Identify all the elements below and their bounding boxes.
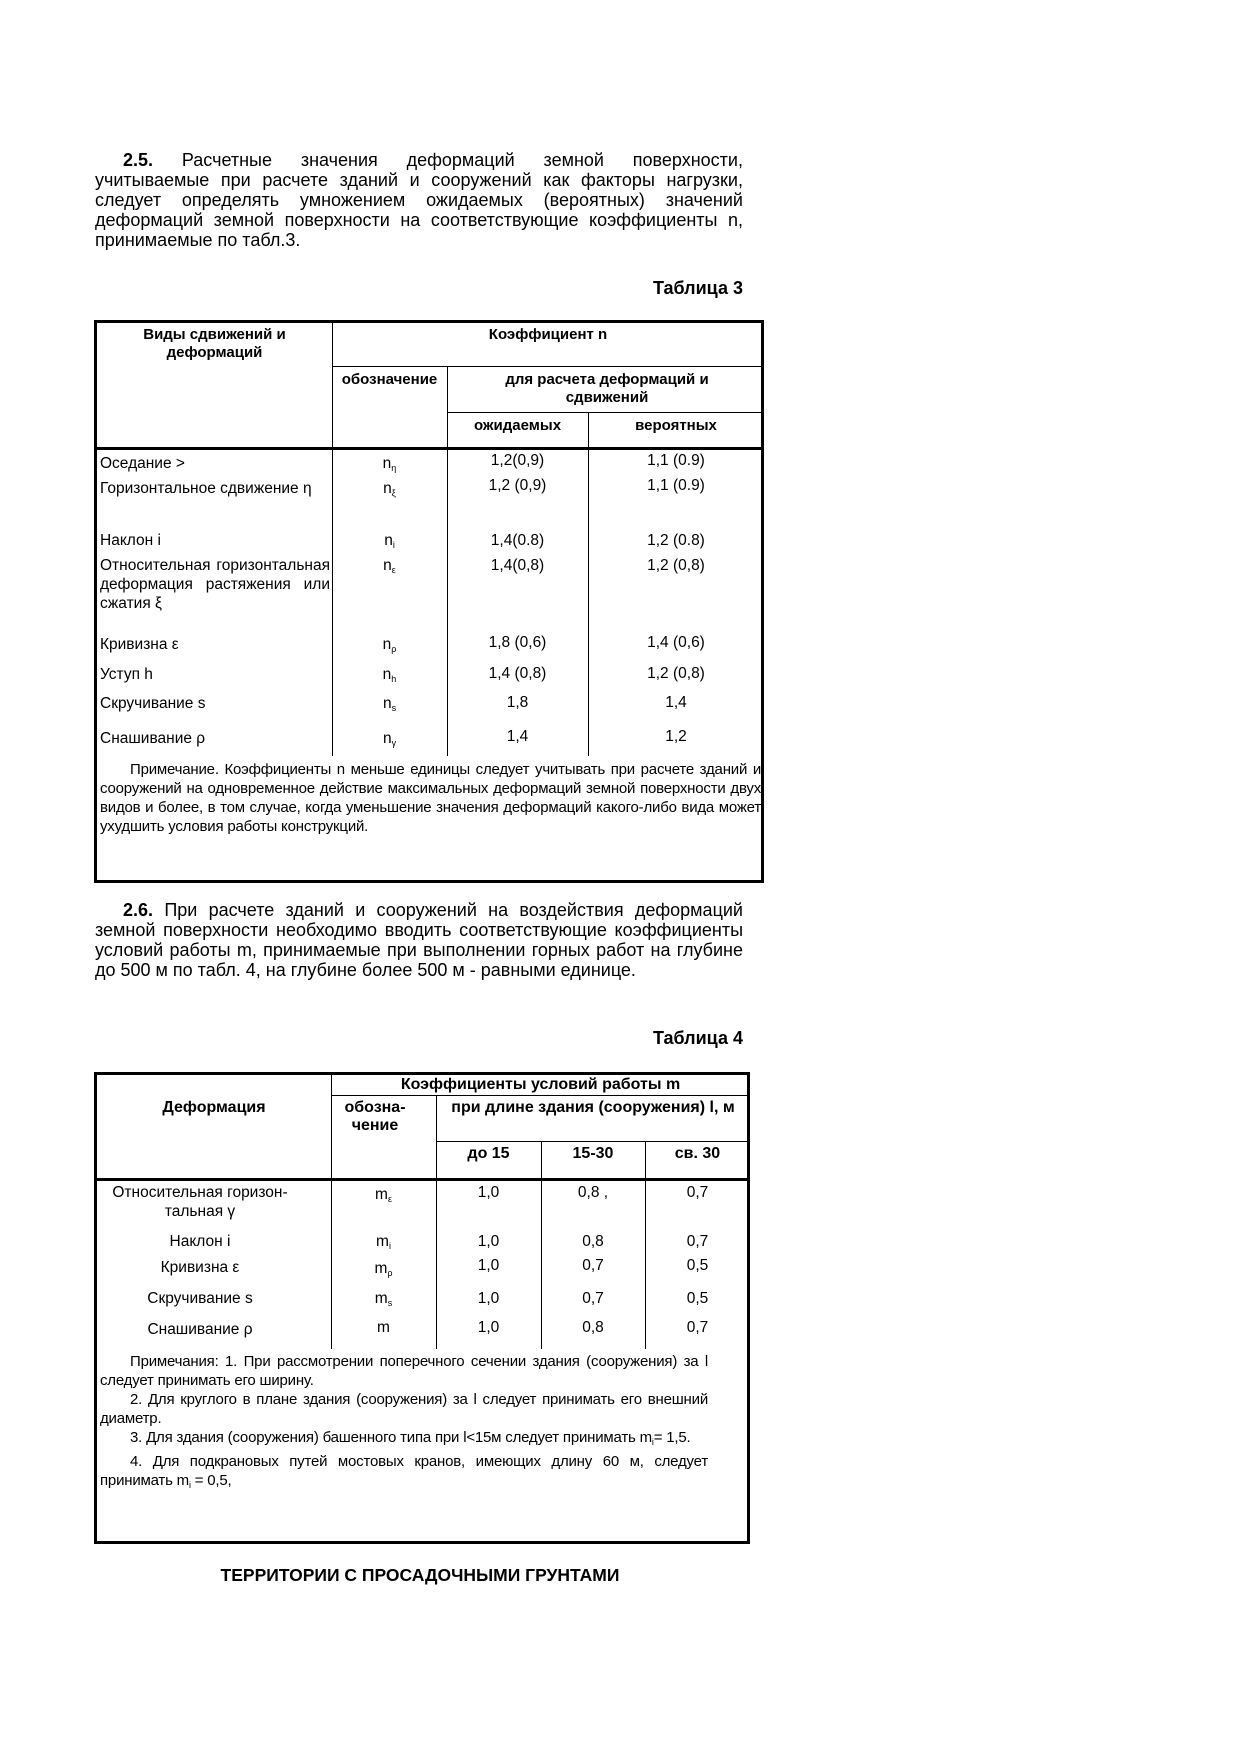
- header-over-30: св. 30: [674, 1145, 721, 1162]
- table-3: [94, 320, 764, 883]
- table-cell-up-to-15: 1,0: [477, 1290, 500, 1307]
- note-1: Примечания: 1. При рассмотрении поперечного сечении здания (сооружения) за l следует принимать его ширину.: [100, 1353, 708, 1389]
- header-up-to-15: до 15: [467, 1145, 510, 1162]
- table-row-symbol: $n_\eta$: [382, 455, 397, 473]
- table-row-label: Горизонтальное сдвижение η: [100, 480, 312, 497]
- table-row-label: Уступ h: [100, 666, 153, 683]
- table-row-label: Относительная горизон-тальная γ: [112, 1184, 288, 1220]
- table-cell-expected: 1,4 (0,8): [488, 665, 547, 682]
- table-cell-probable: 1,4 (0,6): [647, 634, 705, 651]
- table-cell-expected: 1,4(0.8): [490, 532, 545, 549]
- table-cell-15-30: 0,8: [582, 1233, 604, 1250]
- table-cell-probable: 1,1 (0.9): [647, 477, 705, 494]
- header-designation: обозна-чение: [344, 1099, 406, 1134]
- section-heading: ТЕРРИТОРИИ С ПРОСАДОЧНЫМИ ГРУНТАМИ: [220, 1565, 620, 1585]
- table-cell-up-to-15: 1,0: [477, 1257, 500, 1274]
- table-row-label: Оседание >: [100, 455, 185, 472]
- paragraph-2-6: [95, 900, 743, 980]
- table-row-symbol: $n_i$: [384, 532, 395, 550]
- table-4-notes: [100, 1352, 708, 1495]
- header-for-calculation: для расчета деформаций и сдвижений: [505, 371, 709, 406]
- table-cell-expected: 1,2(0,9): [490, 452, 545, 469]
- table-3-note: Примечание. Коэффициенты n меньше единицы следует учитывать при расчете зданий и сооружений на одновременное действие максимальных деформаций земной поверхности двух видов и более, в том случае, когда уменьшение значения деформаций какого-либо вида может ухудшить условия работы конструкций.: [100, 761, 761, 835]
- table-row-symbol: $m_\rho$: [374, 1260, 393, 1278]
- table-cell-15-30: 0,8: [582, 1319, 604, 1336]
- table-row-label: Наклон i: [169, 1233, 231, 1250]
- table-row-label: Относительная горизонтальная деформация растяжения или сжатия ξ: [100, 557, 330, 612]
- table-cell-expected: 1,4(0,8): [490, 557, 545, 574]
- table-row-symbol: m: [377, 1319, 390, 1336]
- table-row-label: Скручивание s: [100, 695, 206, 712]
- table-cell-expected: 1,4: [506, 728, 529, 745]
- table-row-symbol: $m_\varepsilon$: [375, 1186, 392, 1204]
- table-cell-over-30: 0,7: [686, 1184, 709, 1201]
- table-cell-up-to-15: 1,0: [477, 1319, 500, 1336]
- table-cell-probable: 1,2 (0,8): [647, 665, 705, 682]
- table-row-symbol: $n_\rho$: [382, 636, 397, 654]
- table-cell-up-to-15: 1,0: [477, 1184, 500, 1201]
- table-cell-probable: 1,2 (0,8): [647, 557, 705, 574]
- table-row-symbol: $n_\xi$: [383, 480, 396, 498]
- table-row-symbol: $m_s$: [374, 1290, 393, 1308]
- header-work-coefficients: Коэффициенты условий работы m: [400, 1076, 681, 1093]
- paragraph-number: 2.6.: [123, 900, 154, 920]
- table-cell-expected: 1,8 (0,6): [488, 634, 547, 651]
- table-cell-15-30: 0,7: [582, 1257, 604, 1274]
- table-cell-15-30: 0,7: [582, 1290, 604, 1307]
- header-expected: ожидаемых: [473, 417, 562, 434]
- table-cell-up-to-15: 1,0: [477, 1233, 500, 1250]
- table-cell-over-30: 0,7: [686, 1319, 709, 1336]
- paragraph-text: При расчете зданий и сооружений на воздействия деформаций земной поверхности необходимо вводить соответствующие коэффициенты условий работы m, принимаемые при выполнении горных работ на глубине до 500 м по табл. 4, на глубине более 500 м - равными единице.: [95, 900, 743, 980]
- table-row-symbol: $n_\gamma$: [382, 730, 397, 748]
- header-coefficient-n: Коэффициент n: [488, 326, 608, 343]
- table-4-caption: Таблица 4: [652, 1028, 743, 1048]
- table-cell-15-30: 0,8 ,: [577, 1184, 609, 1201]
- table-cell-probable: 1,2: [665, 728, 687, 745]
- table-row-label: Кривизна ε: [160, 1259, 240, 1276]
- table-cell-probable: 1,2 (0.8): [647, 532, 705, 549]
- note-3: 3. Для здания (сооружения) башенного типа при l<15м следует принимать $m_i= 1,5$.: [130, 1429, 691, 1447]
- table-3-caption: Таблица 3: [652, 278, 743, 298]
- table-row-symbol: $n_s$: [382, 695, 397, 713]
- table-cell-expected: 1,2 (0,9): [488, 477, 547, 494]
- table-4: [94, 1072, 750, 1544]
- table-cell-over-30: 0,5: [686, 1290, 709, 1307]
- table-cell-over-30: 0,5: [686, 1257, 709, 1274]
- table-row-symbol: $n_h$: [382, 666, 397, 684]
- header-designation: обозначение: [341, 371, 438, 388]
- table-row-symbol: $m_i$: [376, 1233, 391, 1251]
- header-15-30: 15-30: [572, 1145, 614, 1162]
- header-probable: вероятных: [635, 417, 717, 434]
- header-building-length: при длине здания (сооружения) l, м: [451, 1099, 735, 1116]
- header-deformation: Деформация: [162, 1099, 266, 1116]
- paragraph-text: Расчетные значения деформаций земной поверхности, учитываемые при расчете зданий и сооружений как факторы нагрузки, следует определять умножением ожидаемых (вероятных) значений деформаций земной поверхности на соответствующие коэффициенты n, принимаемые по табл.3.: [95, 150, 743, 250]
- table-row-label: Снашивание ρ: [147, 1321, 253, 1338]
- paragraph-2-5: [95, 150, 743, 250]
- header-kinds: Виды сдвижений и деформаций: [143, 326, 286, 361]
- table-row-symbol: $n_\varepsilon$: [383, 557, 396, 575]
- table-cell-probable: 1,1 (0.9): [647, 452, 705, 469]
- table-row-label: Скручивание s: [147, 1290, 253, 1307]
- table-cell-over-30: 0,7: [686, 1233, 709, 1250]
- paragraph-number: 2.5.: [123, 150, 154, 170]
- table-cell-expected: 1,8: [506, 694, 529, 711]
- table-row-label: Наклон i: [100, 532, 161, 549]
- note-4: 4. Для подкрановых путей мостовых кранов, имеющих длину 60 м, следует принимать $m_i = 0,5$,: [100, 1453, 708, 1490]
- table-row-label: Снашивание ρ: [100, 730, 206, 747]
- table-cell-probable: 1,4: [665, 694, 687, 711]
- note-2: 2. Для круглого в плане здания (сооружения) за l следует принимать его внешний диаметр.: [100, 1391, 708, 1427]
- table-row-label: Кривизна ε: [100, 636, 179, 653]
